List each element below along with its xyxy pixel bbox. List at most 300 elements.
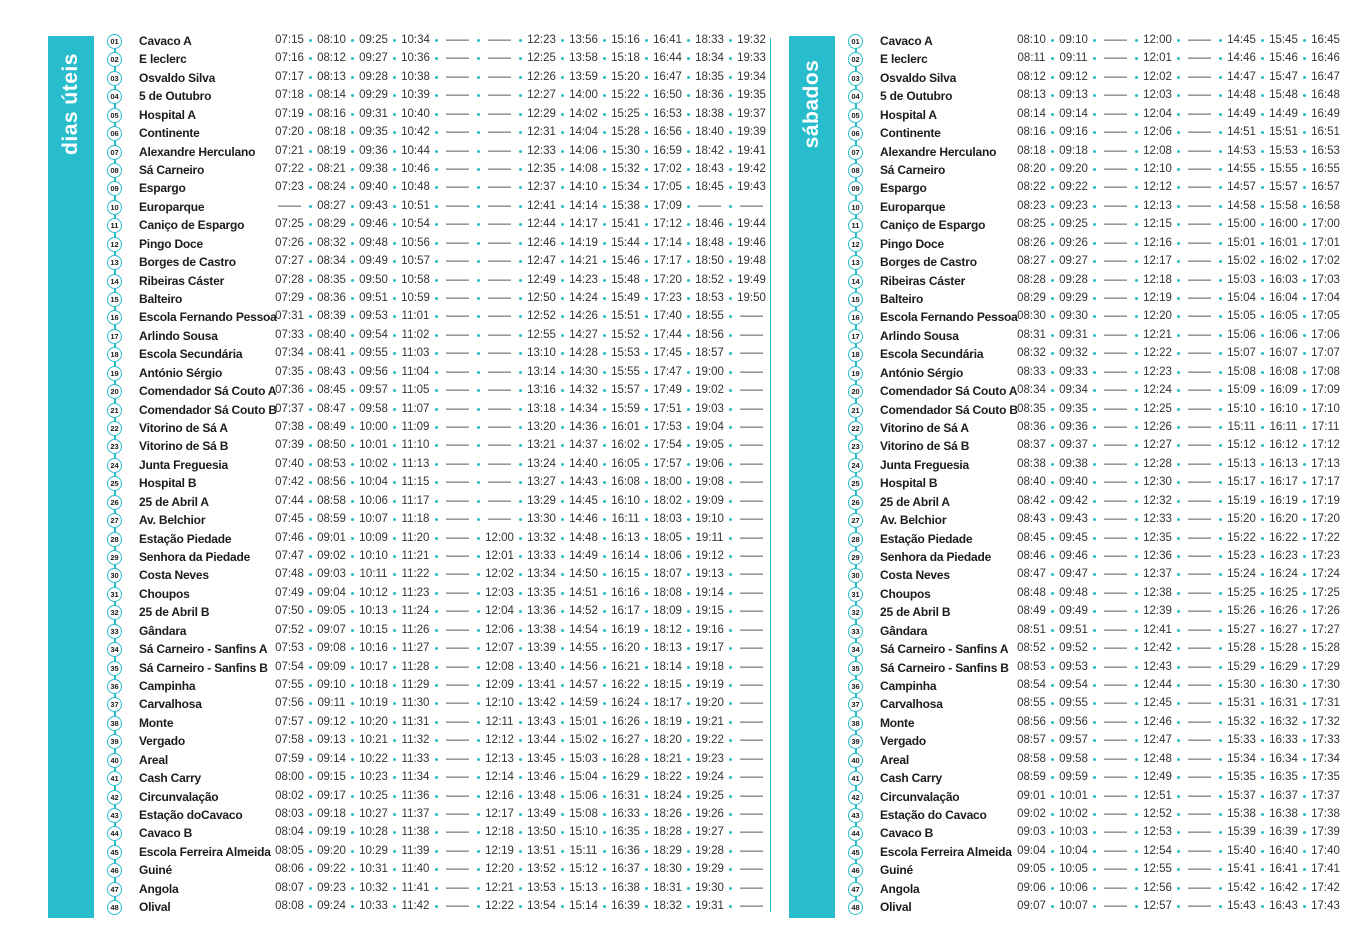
separator-dot [1261, 831, 1264, 834]
time-cell: —— [446, 734, 469, 746]
time-cell: 18:38 [695, 108, 724, 120]
separator-dot [1303, 610, 1306, 613]
time-cell: 11:02 [401, 329, 430, 341]
departure-times [1016, 734, 1341, 746]
time-cell: 13:10 [527, 347, 556, 359]
time-cell: 15:55 [611, 366, 640, 378]
time-cell: —— [1188, 145, 1211, 157]
time-cell: 14:04 [569, 126, 598, 138]
time-cell: 09:28 [1059, 274, 1088, 286]
time-cell: 16:59 [653, 145, 682, 157]
time-cell: 07:56 [275, 697, 304, 709]
time-cell: 19:33 [737, 52, 766, 64]
separator-dot [1093, 444, 1096, 447]
time-cell: 16:53 [653, 108, 682, 120]
table-row [0, 199, 1358, 217]
separator-dot [1093, 850, 1096, 853]
time-cell: 17:44 [653, 329, 682, 341]
time-cell: 10:31 [359, 863, 388, 875]
time-cell: 15:53 [611, 347, 640, 359]
time-cell: 15:46 [1269, 52, 1298, 64]
time-cell: 18:02 [653, 495, 682, 507]
time-cell: 11:41 [401, 882, 430, 894]
time-cell: 19:16 [695, 624, 724, 636]
time-cell: 19:29 [695, 863, 724, 875]
time-cell: 16:06 [1269, 329, 1298, 341]
time-cell: 17:35 [1311, 771, 1340, 783]
time-cell: 08:42 [1017, 495, 1046, 507]
time-cell: 12:56 [1143, 882, 1172, 894]
time-cell: —— [740, 384, 763, 396]
time-cell: 10:51 [401, 200, 430, 212]
time-cell: 12:17 [1143, 255, 1172, 267]
time-cell: 14:19 [569, 237, 598, 249]
time-cell: —— [1104, 753, 1127, 765]
stop-number-badge: 24 [107, 458, 122, 473]
time-cell: —— [1104, 218, 1127, 230]
time-cell: 17:19 [1311, 495, 1340, 507]
separator-dot [1303, 887, 1306, 890]
separator-dot [1093, 113, 1096, 116]
separator-dot [1093, 150, 1096, 153]
time-cell: 08:56 [1017, 716, 1046, 728]
time-cell: —— [446, 163, 469, 175]
time-cell: —— [740, 624, 763, 636]
stop-name: Comendador Sá Couto B [139, 403, 277, 417]
stop-number-badge: 31 [107, 587, 122, 602]
table-row [0, 107, 1358, 125]
time-cell: 08:12 [1017, 71, 1046, 83]
departure-times [1016, 624, 1341, 636]
time-cell: 15:03 [569, 753, 598, 765]
time-cell: —— [446, 439, 469, 451]
separator-dot [1093, 868, 1096, 871]
separator-dot [1261, 463, 1264, 466]
time-cell: 17:08 [1311, 366, 1340, 378]
stop-number-badge: 01 [848, 34, 863, 49]
separator-dot [1303, 168, 1306, 171]
time-cell: 15:28 [1269, 642, 1298, 654]
time-cell: 16:39 [611, 900, 640, 912]
time-cell: 07:29 [275, 292, 304, 304]
separator-dot [1051, 684, 1054, 687]
time-cell: 12:33 [1143, 513, 1172, 525]
separator-dot [1135, 260, 1138, 263]
time-cell: 09:56 [1059, 716, 1088, 728]
stop-number-badge: 11 [848, 218, 863, 233]
separator-dot [1261, 500, 1264, 503]
time-cell: 08:41 [317, 347, 346, 359]
stop-name: 5 de Outubro [880, 89, 953, 103]
stop-number-badge: 25 [107, 476, 122, 491]
time-cell: —— [488, 513, 511, 525]
stop-number-badge: 39 [848, 734, 863, 749]
time-cell: 07:46 [275, 532, 304, 544]
time-cell: 12:47 [1143, 734, 1172, 746]
stop-number-badge: 05 [107, 108, 122, 123]
separator-dot [1177, 481, 1180, 484]
separator-dot [1093, 905, 1096, 908]
time-cell: —— [1104, 716, 1127, 728]
separator-dot [1177, 223, 1180, 226]
time-cell: 14:57 [569, 679, 598, 691]
stop-name: Osvaldo Silva [139, 71, 216, 85]
time-cell: 14:26 [569, 310, 598, 322]
stop-number-badge: 28 [107, 532, 122, 547]
stop-number-badge: 34 [107, 642, 122, 657]
time-cell: —— [1188, 753, 1211, 765]
time-cell: 18:12 [653, 624, 682, 636]
stop-number-badge: 38 [848, 716, 863, 731]
time-cell: 12:29 [527, 108, 556, 120]
time-cell: 11:07 [401, 403, 430, 415]
time-cell: 08:59 [1017, 771, 1046, 783]
time-cell: —— [446, 679, 469, 691]
separator-dot [1219, 186, 1222, 189]
departure-times [1016, 900, 1341, 912]
time-cell: —— [1104, 126, 1127, 138]
time-cell: 13:33 [527, 550, 556, 562]
time-cell: 14:55 [1227, 163, 1256, 175]
table-row [0, 825, 1358, 843]
time-cell: 16:34 [1269, 753, 1298, 765]
time-cell: 09:14 [317, 753, 346, 765]
time-cell: 10:22 [359, 753, 388, 765]
stop-name: Balteiro [880, 292, 924, 306]
time-cell: 16:21 [611, 661, 640, 673]
time-cell: 10:21 [359, 734, 388, 746]
table-row [0, 402, 1358, 420]
time-cell: 17:09 [653, 200, 682, 212]
time-cell: 18:06 [653, 550, 682, 562]
time-cell: —— [446, 476, 469, 488]
separator-dot [1051, 905, 1054, 908]
time-cell: 19:46 [737, 237, 766, 249]
separator-dot [1261, 610, 1264, 613]
time-cell: 12:49 [527, 274, 556, 286]
time-cell: 08:14 [317, 89, 346, 101]
time-cell: 16:43 [1269, 900, 1298, 912]
time-cell: 09:13 [1059, 89, 1088, 101]
time-cell: 10:39 [401, 89, 430, 101]
time-cell: 14:36 [569, 421, 598, 433]
time-cell: 09:11 [317, 697, 346, 709]
time-cell: —— [1104, 826, 1127, 838]
time-cell: 13:52 [527, 863, 556, 875]
time-cell: 12:17 [485, 808, 514, 820]
separator-dot [1093, 426, 1096, 429]
separator-dot [1303, 739, 1306, 742]
time-cell: 17:11 [1311, 421, 1340, 433]
table-row [0, 660, 1358, 678]
time-cell: 18:14 [653, 661, 682, 673]
time-cell: 19:49 [737, 274, 766, 286]
stop-name: Cavaco A [139, 34, 192, 48]
time-cell: 08:28 [1017, 274, 1046, 286]
time-cell: 07:40 [275, 458, 304, 470]
time-cell: —— [1188, 550, 1211, 562]
separator-dot [1303, 260, 1306, 263]
time-cell: 11:38 [401, 826, 430, 838]
time-cell: —— [1104, 163, 1127, 175]
separator-dot [1177, 389, 1180, 392]
time-cell: 08:23 [1017, 200, 1046, 212]
separator-dot [1177, 850, 1180, 853]
time-cell: 14:27 [569, 329, 598, 341]
time-cell: 12:23 [1143, 366, 1172, 378]
stop-name: Monte [139, 716, 174, 730]
time-cell: 10:27 [359, 808, 388, 820]
time-cell: 08:50 [317, 439, 346, 451]
time-cell: 12:57 [1143, 900, 1172, 912]
time-cell: 10:01 [359, 439, 388, 451]
time-cell: 12:37 [1143, 568, 1172, 580]
time-cell: 09:55 [1059, 697, 1088, 709]
separator-dot [1051, 205, 1054, 208]
time-cell: 16:35 [1269, 771, 1298, 783]
separator-dot [1051, 795, 1054, 798]
time-cell: 12:00 [1143, 34, 1172, 46]
stop-name: Europarque [880, 200, 946, 214]
time-cell: 15:40 [1227, 845, 1256, 857]
time-cell: 16:07 [1269, 347, 1298, 359]
time-cell: —— [740, 421, 763, 433]
stop-number-badge: 16 [848, 310, 863, 325]
time-cell: 08:10 [317, 34, 346, 46]
separator-dot [1135, 76, 1138, 79]
stop-number-badge: 09 [848, 181, 863, 196]
separator-dot [1177, 205, 1180, 208]
stop-name: Continente [880, 126, 941, 140]
time-cell: —— [1104, 34, 1127, 46]
time-cell: 16:13 [611, 532, 640, 544]
separator-dot [1135, 592, 1138, 595]
time-cell: 10:13 [359, 605, 388, 617]
separator-dot [1261, 113, 1264, 116]
time-cell: —— [446, 882, 469, 894]
time-cell: —— [488, 403, 511, 415]
time-cell: 10:15 [359, 624, 388, 636]
separator-dot [1303, 905, 1306, 908]
time-cell: —— [446, 863, 469, 875]
time-cell: 15:09 [1227, 384, 1256, 396]
time-cell: 07:54 [275, 661, 304, 673]
separator-dot [1093, 555, 1096, 558]
time-cell: 15:11 [1227, 421, 1256, 433]
time-cell: 07:18 [275, 89, 304, 101]
departure-times [1016, 163, 1341, 175]
time-cell: 12:10 [485, 697, 514, 709]
time-cell: 12:30 [1143, 476, 1172, 488]
separator-dot [1135, 721, 1138, 724]
time-cell: 14:57 [1227, 181, 1256, 193]
time-cell: 08:22 [1017, 181, 1046, 193]
separator-dot [1093, 629, 1096, 632]
separator-dot [1303, 352, 1306, 355]
separator-dot [1051, 444, 1054, 447]
time-cell: 19:43 [737, 181, 766, 193]
time-cell: 16:10 [611, 495, 640, 507]
time-cell: 18:35 [695, 71, 724, 83]
time-cell: 15:47 [1269, 71, 1298, 83]
time-cell: 17:33 [1311, 734, 1340, 746]
stop-name: Sá Carneiro [880, 163, 946, 177]
stop-name: Cavaco A [880, 34, 933, 48]
stop-name: Borges de Castro [139, 255, 236, 269]
stop-number-badge: 35 [848, 661, 863, 676]
stop-number-badge: 44 [107, 826, 122, 841]
separator-dot [1051, 776, 1054, 779]
time-cell: 14:58 [1227, 200, 1256, 212]
time-cell: 09:48 [359, 237, 388, 249]
time-cell: —— [1104, 900, 1127, 912]
time-cell: 11:26 [401, 624, 430, 636]
time-cell: 10:16 [359, 642, 388, 654]
time-cell: —— [1188, 679, 1211, 691]
separator-dot [1135, 444, 1138, 447]
stop-number-badge: 33 [848, 624, 863, 639]
stop-name: Ribeiras Cáster [139, 274, 225, 288]
time-cell: 12:18 [1143, 274, 1172, 286]
time-cell: 16:08 [1269, 366, 1298, 378]
separator-dot [1051, 629, 1054, 632]
separator-dot [1303, 223, 1306, 226]
time-cell: 12:55 [1143, 863, 1172, 875]
separator-dot [1051, 389, 1054, 392]
time-cell: 16:41 [653, 34, 682, 46]
time-cell: 11:39 [401, 845, 430, 857]
time-cell: 08:47 [317, 403, 346, 415]
time-cell: 12:55 [527, 329, 556, 341]
time-cell: 09:23 [1059, 200, 1088, 212]
time-cell: 07:37 [275, 403, 304, 415]
separator-dot [1135, 666, 1138, 669]
separator-dot [1303, 647, 1306, 650]
time-cell: —— [740, 403, 763, 415]
time-cell: 14:24 [569, 292, 598, 304]
time-cell: 11:01 [401, 310, 430, 322]
time-cell: —— [1188, 52, 1211, 64]
time-cell: —— [1104, 697, 1127, 709]
time-cell: —— [446, 550, 469, 562]
time-cell: —— [446, 568, 469, 580]
time-cell: 15:31 [1227, 697, 1256, 709]
time-cell: 17:17 [1311, 476, 1340, 488]
time-cell: —— [740, 458, 763, 470]
separator-dot [1177, 150, 1180, 153]
time-cell: —— [1104, 845, 1127, 857]
time-cell: 09:58 [1059, 753, 1088, 765]
separator-dot [1135, 150, 1138, 153]
time-cell: 15:18 [611, 52, 640, 64]
time-cell: 13:53 [527, 882, 556, 894]
stop-name: 5 de Outubro [139, 89, 212, 103]
separator-dot [1261, 702, 1264, 705]
time-cell: 17:00 [1311, 218, 1340, 230]
time-cell: 09:43 [1059, 513, 1088, 525]
separator-dot [1051, 739, 1054, 742]
separator-dot [1135, 500, 1138, 503]
separator-dot [1093, 481, 1096, 484]
separator-dot [1051, 168, 1054, 171]
time-cell: 07:15 [275, 34, 304, 46]
stop-name: Costa Neves [139, 568, 209, 582]
departure-times [1016, 568, 1341, 580]
table-row [0, 438, 1358, 456]
time-cell: 10:32 [359, 882, 388, 894]
time-cell: —— [488, 34, 511, 46]
time-cell: 16:33 [1269, 734, 1298, 746]
stop-number-badge: 38 [107, 716, 122, 731]
separator-dot [1051, 537, 1054, 540]
time-cell: 12:11 [485, 716, 514, 728]
time-cell: 18:08 [653, 587, 682, 599]
time-cell: 07:52 [275, 624, 304, 636]
stop-number-badge: 12 [107, 237, 122, 252]
time-cell: 14:51 [1227, 126, 1256, 138]
time-cell: 13:20 [527, 421, 556, 433]
time-cell: 09:20 [1059, 163, 1088, 175]
time-cell: —— [488, 476, 511, 488]
time-cell: 08:37 [1017, 439, 1046, 451]
time-cell: 15:39 [1227, 826, 1256, 838]
time-cell: 12:26 [527, 71, 556, 83]
time-cell: 10:07 [359, 513, 388, 525]
stop-number-badge: 46 [848, 863, 863, 878]
stop-number-badge: 13 [848, 255, 863, 270]
time-cell: 13:51 [527, 845, 556, 857]
separator-dot [1177, 297, 1180, 300]
time-cell: 08:53 [1017, 661, 1046, 673]
separator-dot [1303, 408, 1306, 411]
time-cell: 09:15 [317, 771, 346, 783]
time-cell: 12:19 [485, 845, 514, 857]
table-row [0, 217, 1358, 235]
time-cell: —— [1188, 292, 1211, 304]
separator-dot [1051, 39, 1054, 42]
time-cell: 16:39 [1269, 826, 1298, 838]
time-cell: 14:49 [1269, 108, 1298, 120]
time-cell: 08:19 [317, 145, 346, 157]
separator-dot [1135, 831, 1138, 834]
stop-number-badge: 39 [107, 734, 122, 749]
time-cell: 18:28 [653, 826, 682, 838]
separator-dot [1177, 408, 1180, 411]
table-row [0, 180, 1358, 198]
time-cell: 17:14 [653, 237, 682, 249]
stop-name: Guiné [880, 863, 914, 877]
separator-dot [1303, 463, 1306, 466]
time-cell: 14:49 [1227, 108, 1256, 120]
time-cell: 09:51 [1059, 624, 1088, 636]
time-cell: —— [1188, 237, 1211, 249]
time-cell: 13:29 [527, 495, 556, 507]
time-cell: 09:55 [359, 347, 388, 359]
stop-number-badge: 40 [107, 753, 122, 768]
time-cell: 14:51 [569, 587, 598, 599]
separator-dot [1051, 150, 1054, 153]
time-cell: 19:19 [695, 679, 724, 691]
stop-number-badge: 01 [107, 34, 122, 49]
time-cell: —— [1104, 366, 1127, 378]
time-cell: 12:42 [1143, 642, 1172, 654]
time-cell: —— [1188, 642, 1211, 654]
separator-dot [1051, 481, 1054, 484]
time-cell: —— [488, 347, 511, 359]
departure-times [1016, 808, 1341, 820]
time-cell: 09:09 [317, 661, 346, 673]
time-cell: —— [446, 292, 469, 304]
